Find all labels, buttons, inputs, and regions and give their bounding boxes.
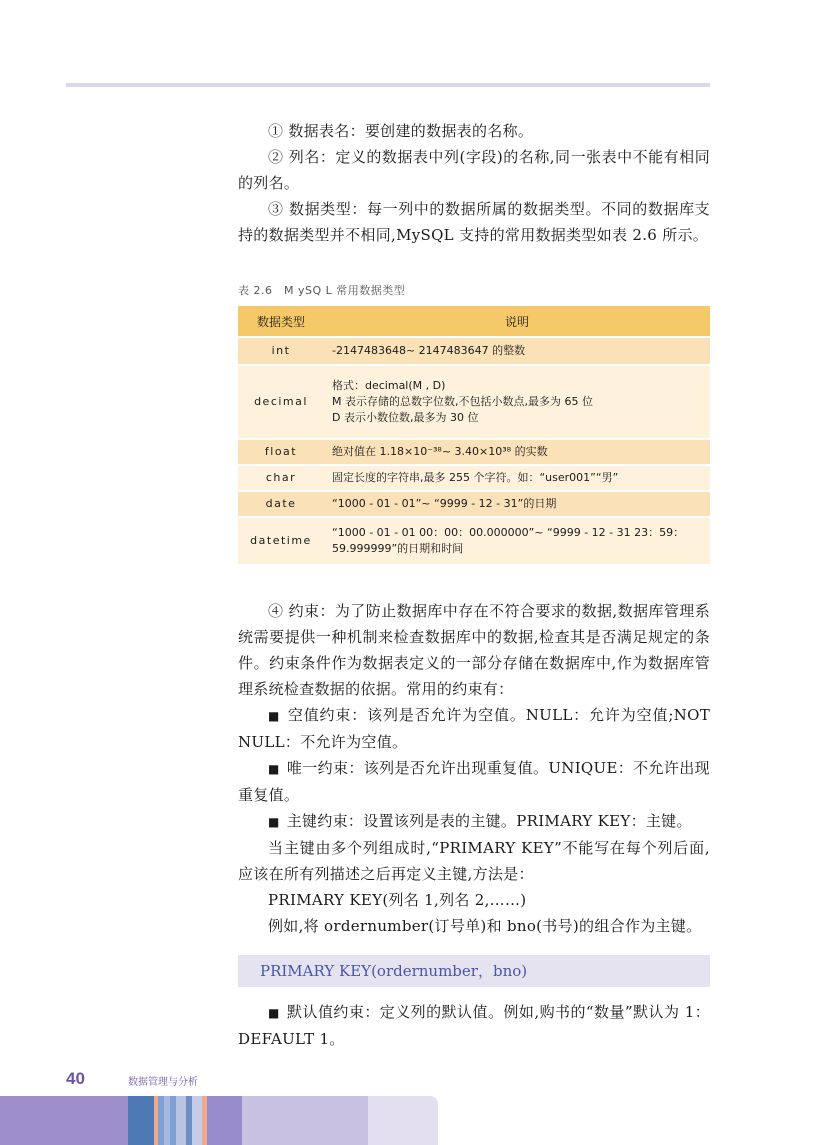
desc-cell: -2147483648~ 2147483647 的整数 bbox=[324, 337, 710, 365]
page-number: 40 bbox=[66, 1069, 85, 1088]
bullet-text: 默认值约束：定义列的默认值。例如,购书的“数量”默认为 1：DEFAULT 1。 bbox=[238, 1003, 710, 1048]
book-title: 数据管理与分析 bbox=[128, 1077, 198, 1088]
constraints-section bbox=[238, 598, 710, 1052]
type-cell: decimal bbox=[238, 365, 324, 439]
bullet-text: 唯一约束：该列是否允许出现重复值。UNIQUE：不允许出现重复值。 bbox=[238, 759, 710, 804]
bullet-unique-constraint bbox=[238, 755, 710, 808]
paragraph-column-name: ② 列名：定义的数据表中列(字段)的名称,同一张表中不能有相同的列名。 bbox=[238, 148, 710, 192]
bullet-icon: ■ bbox=[268, 815, 280, 829]
table-row bbox=[238, 491, 710, 517]
paragraph-composite-key: 当主键由多个列组成时,“PRIMARY KEY”不能写在每个列后面,应该在所有列描述之后再定义主键,方法是： bbox=[238, 839, 710, 883]
data-types-table bbox=[238, 306, 710, 566]
type-cell: char bbox=[238, 465, 324, 491]
bullet-text: 空值约束：该列是否允许为空值。NULL：允许为空值;NOT NULL：不允许为空值。 bbox=[238, 706, 711, 751]
type-cell: float bbox=[238, 439, 324, 465]
desc-cell: 固定长度的字符串,最多 255 个字符。如：“user001”“男” bbox=[324, 465, 710, 491]
bullet-icon: ■ bbox=[268, 1006, 280, 1020]
table-row bbox=[238, 517, 710, 565]
bullet-null-constraint bbox=[238, 702, 710, 755]
table-caption: 表 2.6 M ySQ L 常用数据类型 bbox=[238, 284, 406, 297]
code-example: PRIMARY KEY(ordernumber，bno) bbox=[238, 955, 710, 987]
header-type: 数据类型 bbox=[238, 306, 324, 337]
header-desc: 说明 bbox=[324, 306, 710, 337]
paragraph-example: 例如,将 ordernumber(订号单)和 bno(书号)的组合作为主键。 bbox=[268, 917, 702, 935]
bullet-primary-key-constraint bbox=[238, 808, 710, 835]
table-row bbox=[238, 365, 710, 439]
paragraph-data-type: ③ 数据类型：每一列中的数据所属的数据类型。不同的数据库支持的数据类型并不相同,MySQL 支持的常用数据类型如表 2.6 所示。 bbox=[238, 200, 710, 244]
bullet-default-constraint bbox=[238, 999, 710, 1052]
bullet-icon: ■ bbox=[268, 709, 281, 723]
paragraph-constraints: ④ 约束：为了防止数据库中存在不符合要求的数据,数据库管理系统需要提供一种机制来检查数据库中的数据,检查其是否满足规定的条件。约束条件作为数据表定义的一部分存储在数据库中,作为数据库管理系统检查数据的依据。常用的约束有： bbox=[238, 602, 710, 698]
paragraph-key-syntax: PRIMARY KEY(列名 1,列名 2,……) bbox=[268, 891, 527, 909]
table-header-row bbox=[238, 306, 710, 337]
page-content bbox=[238, 118, 710, 1052]
table-row bbox=[238, 439, 710, 465]
table-row bbox=[238, 465, 710, 491]
type-cell: datetime bbox=[238, 517, 324, 565]
desc-cell: “1000 - 01 - 01 00：00：00.000000”~ “9999 - 12 - 31 23：59：59.999999”的日期和时间 bbox=[324, 517, 710, 565]
bullet-text: 主键约束：设置该列是表的主键。PRIMARY KEY：主键。 bbox=[286, 812, 692, 830]
table-row bbox=[238, 337, 710, 365]
desc-cell: “1000 - 01 - 01”~ “9999 - 12 - 31”的日期 bbox=[324, 491, 710, 517]
desc-cell: 绝对值在 1.18×10⁻³⁸~ 3.40×10³⁸ 的实数 bbox=[324, 439, 710, 465]
paragraph-table-name: ① 数据表名：要创建的数据表的名称。 bbox=[268, 122, 534, 140]
type-cell: date bbox=[238, 491, 324, 517]
bullet-icon: ■ bbox=[268, 762, 280, 776]
header-rule bbox=[66, 83, 710, 87]
desc-cell: 格式：decimal(M , D) M 表示存储的总数字位数,不包括小数点,最多为 65 位 D 表示小数位数,最多为 30 位 bbox=[324, 365, 710, 439]
footer-decoration bbox=[0, 1096, 438, 1145]
type-cell: int bbox=[238, 337, 324, 365]
